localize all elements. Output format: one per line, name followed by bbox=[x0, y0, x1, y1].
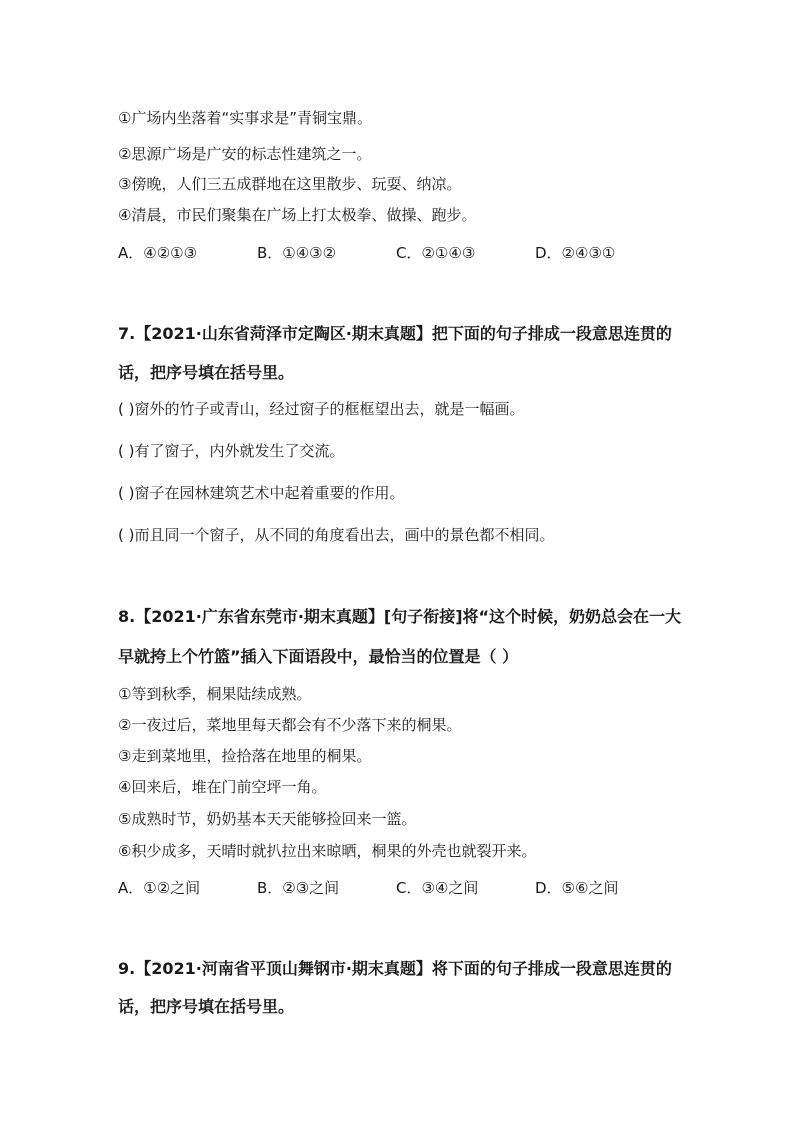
q8-title-line2: 早就挎上个竹篮”插入下面语段中，最恰当的位置是（ ） bbox=[118, 647, 519, 666]
q8-option-a: A．①②之间 bbox=[118, 879, 201, 897]
q8-item-6: ⑥积少成多，天晴时就扒拉出来晾晒，桐果的外壳也就裂开来。 bbox=[118, 842, 537, 860]
q6-option-b: B．①④③② bbox=[257, 244, 337, 262]
q8-option-b: B．②③之间 bbox=[257, 879, 340, 897]
q6-option-a: A．④②①③ bbox=[118, 244, 198, 262]
q6-option-c: C．②①④③ bbox=[396, 244, 476, 262]
q8-item-3: ③走到菜地里，捡拾落在地里的桐果。 bbox=[118, 747, 372, 765]
q6-item-4: ④清晨，市民们聚集在广场上打太极拳、做操、跑步。 bbox=[118, 206, 477, 224]
q7-item-1: ( )窗外的竹子或青山，经过窗子的框框望出去，就是一幅画。 bbox=[118, 400, 525, 418]
q7-item-2: ( )有了窗子，内外就发生了交流。 bbox=[118, 442, 345, 460]
q8-title-line1: 8.【2021·广东省东莞市·期末真题】[句子衔接]将“这个时候，奶奶总会在一大 bbox=[118, 607, 682, 626]
q6-item-2: ②思源广场是广安的标志性建筑之一。 bbox=[118, 145, 372, 163]
q7-title-line2: 话，把序号填在括号里。 bbox=[118, 363, 295, 382]
q8-item-2: ②一夜过后，菜地里每天都会有不少落下来的桐果。 bbox=[118, 716, 462, 734]
q8-option-d: D．⑤⑥之间 bbox=[535, 879, 619, 897]
q7-item-4: ( )而且同一个窗子，从不同的角度看出去，画中的景色都不相同。 bbox=[118, 526, 555, 544]
q6-item-1: ①广场内坐落着“实事求是”青铜宝鼎。 bbox=[118, 109, 372, 127]
q7-title-line1: 7.【2021·山东省菏泽市定陶区·期末真题】把下面的句子排成一段意思连贯的 bbox=[118, 324, 672, 343]
q6-item-3: ③傍晚，人们三五成群地在这里散步、玩耍、纳凉。 bbox=[118, 175, 462, 193]
q9-title-line1: 9.【2021·河南省平顶山舞钢市·期末真题】将下面的句子排成一段意思连贯的 bbox=[118, 959, 672, 978]
q7-item-3: ( )窗子在园林建筑艺术中起着重要的作用。 bbox=[118, 484, 405, 502]
q8-item-5: ⑤成熟时节，奶奶基本天天能够捡回来一篮。 bbox=[118, 810, 417, 828]
q8-item-1: ①等到秋季，桐果陆续成熟。 bbox=[118, 685, 312, 703]
q8-item-4: ④回来后，堆在门前空坪一角。 bbox=[118, 778, 327, 796]
q6-option-d: D．②④③① bbox=[535, 244, 616, 262]
q8-option-c: C．③④之间 bbox=[396, 879, 479, 897]
q9-title-line2: 话，把序号填在括号里。 bbox=[118, 997, 295, 1016]
